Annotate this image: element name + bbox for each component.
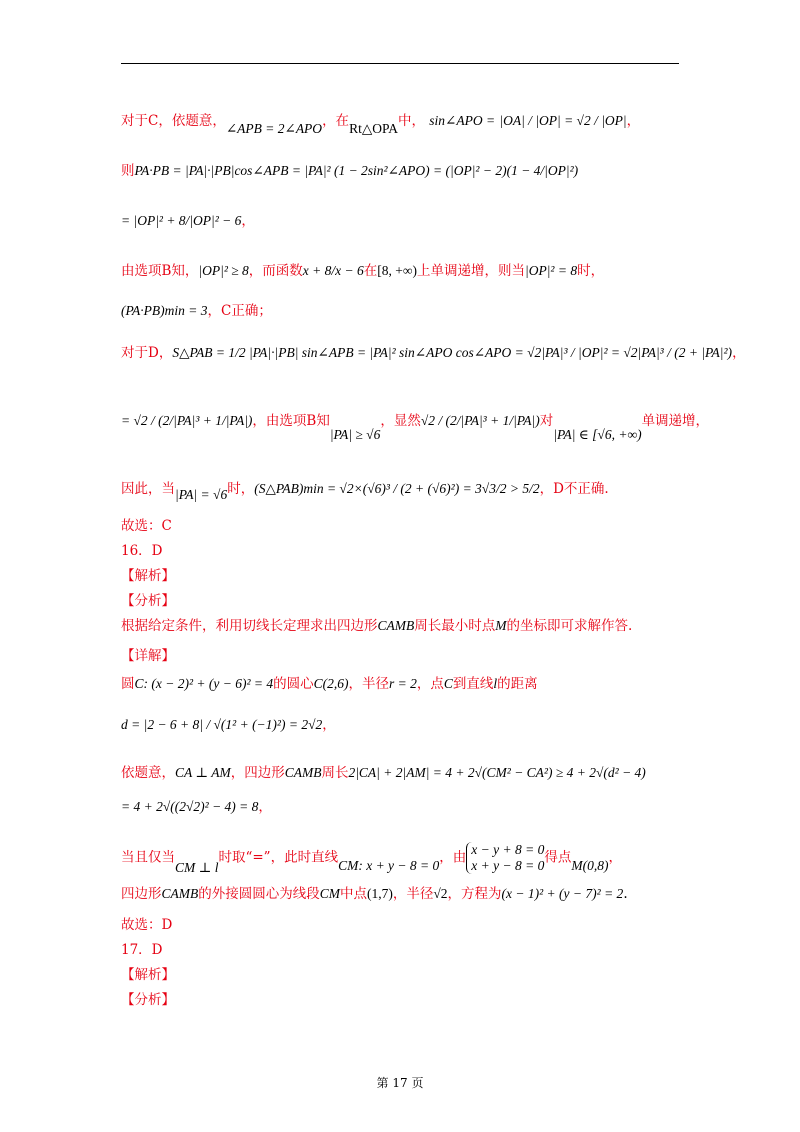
question-16-answer: 16．D (121, 543, 163, 559)
formula: M(0,8) (571, 857, 609, 873)
text: ，半径 (392, 886, 434, 902)
formula: |PA| = √6 (175, 487, 228, 502)
line-c-conclusion (121, 302, 272, 320)
text: 单调递增， (641, 413, 710, 429)
formula: |OP|² ≥ 8 (198, 263, 249, 278)
formula: √2 / (2/|PA|³ + 1/|PA|) (420, 413, 540, 428)
text: 则 (121, 163, 135, 179)
formula: |OP|² = 8 (525, 263, 578, 278)
formula: 2|CA| + 2|AM| = 4 + 2√(CM² − CA²) ≥ 4 + 2√(d² − 4) (348, 765, 646, 780)
formula: = |OP|² + 8/|OP|² − 6 (121, 213, 242, 228)
formula: Rt△OPA (349, 121, 398, 136)
text: 时， (227, 481, 255, 497)
formula: (1,7) (367, 886, 393, 901)
equation-system (466, 842, 544, 874)
line-analysis-16 (121, 617, 632, 635)
text: 四边形 (121, 886, 162, 902)
text: ，半径 (348, 676, 390, 692)
section-jiexi: 【解析】 (121, 568, 175, 584)
formula: |OA| / |OP| = √2 / |OP| (499, 113, 627, 128)
text: 中， (397, 113, 425, 129)
text: ， (241, 213, 255, 229)
text: ，由 (439, 849, 467, 866)
text: 的距离 (497, 676, 538, 692)
formula: ∠APB = 2∠APO (225, 121, 323, 136)
formula: CM (319, 886, 340, 901)
formula: |PA| ∈ [√6, +∞) (553, 427, 642, 442)
header-rule (121, 63, 679, 64)
text: 的圆心 (273, 676, 314, 692)
formula: CAMB (284, 765, 322, 780)
text: 周长最小时点 (414, 618, 496, 634)
formula: CM: x + y − 8 = 0 (338, 857, 440, 873)
text: . (623, 886, 628, 902)
page-footer: 第 17 页 (376, 1076, 424, 1090)
text: 的外接圆圆心为线段 (198, 886, 320, 902)
formula: |PA| ≥ √6 (329, 427, 381, 442)
line-dot-product (121, 162, 578, 180)
text: 的坐标即可求解作答. (506, 618, 633, 634)
formula: d = |2 − 6 + 8| / √(1² + (−1)²) = 2√2 (121, 717, 323, 732)
text: ， (626, 113, 641, 129)
text: ，而函数 (248, 263, 303, 279)
text: ，C正确； (207, 303, 272, 319)
line-c-intro (121, 112, 641, 136)
text: ，D不正确. (539, 481, 609, 497)
formula: (PA·PB)min = 3 (121, 303, 208, 318)
answer-16: 故选：D (121, 917, 173, 933)
text: 得点 (544, 849, 572, 866)
formula: (x − 1)² + (y − 7)² = 2 (501, 886, 624, 901)
text: ，方程为 (447, 886, 502, 902)
formula: [8, +∞) (377, 263, 417, 278)
formula: PA·PB = |PA|·|PB|cos∠APB = |PA|² (1 − 2sin²∠APO) = (|OP|² − 2)(1 − 4/|OP|²) (134, 163, 579, 178)
formula: C: (x − 2)² + (y − 6)² = 4 (134, 676, 274, 691)
text: ，点 (416, 676, 444, 692)
text: 根据给定条件，利用切线长定理求出四边形 (121, 618, 378, 634)
formula: (S△PAB)min = √2×(√6)³ / (2 + (√6)²) = 3√3/2 > 5/2 (254, 481, 540, 496)
question-17-answer: 17．D (121, 942, 163, 958)
line-equality (121, 842, 622, 874)
answer-15: 故选：C (121, 518, 172, 534)
text: 对 (539, 413, 554, 429)
formula: CA ⊥ AM (175, 765, 231, 780)
text: 对于D， (121, 345, 173, 361)
formula: = 4 + 2√((2√2)² − 4) = 8 (121, 799, 259, 814)
formula: C (443, 676, 453, 691)
formula: S△PAB = 1/2 |PA|·|PB| sin∠APB = |PA|² sin∠APO cos∠APO = √2|PA|³ / |OP|² = √2|PA|³ / (2 + |PA|²) (172, 345, 733, 360)
text: ，四边形 (230, 765, 285, 781)
formula: x + 8/x − 6 (302, 263, 364, 278)
line-dot-product-2 (121, 212, 255, 230)
section-jiexi-17: 【解析】 (121, 967, 175, 983)
line-perimeter-2 (121, 798, 272, 816)
formula: M (495, 618, 507, 633)
text: 圆 (121, 676, 135, 692)
line-monotonic (121, 262, 604, 280)
formula: √2 (433, 886, 448, 901)
text: ，在 (322, 113, 350, 129)
line-d-monotonic (121, 412, 710, 442)
line-circumcircle (121, 885, 628, 903)
text: 时， (577, 263, 605, 279)
formula: sin∠APO = (429, 113, 496, 128)
formula: r = 2 (389, 676, 417, 691)
equation-2: x + y − 8 = 0 (471, 858, 545, 873)
text: 中点 (340, 886, 367, 902)
text: 周长 (321, 765, 349, 781)
section-fenxi-17: 【分析】 (121, 992, 175, 1008)
formula: C(2,6) (313, 676, 349, 691)
text: ，显然 (380, 413, 421, 429)
equation-1: x − y + 8 = 0 (471, 842, 545, 857)
text: 对于C，依题意， (121, 113, 226, 129)
text: ， (322, 717, 336, 733)
text: 当且仅当 (121, 849, 175, 866)
text: 在 (363, 263, 378, 279)
line-d-conclusion (121, 480, 609, 502)
formula: l (493, 676, 498, 691)
formula: CAMB (377, 618, 415, 633)
line-d-intro (121, 344, 746, 362)
line-perimeter (121, 764, 646, 782)
line-distance (121, 716, 336, 734)
formula: = √2 / (2/|PA|³ + 1/|PA|) (121, 413, 253, 428)
text: 因此，当 (121, 481, 175, 497)
text: ， (258, 799, 272, 815)
text: ，由选项B知 (252, 413, 330, 429)
text: 上单调递增，则当 (417, 263, 525, 279)
text: ， (608, 849, 622, 866)
text: ， (732, 345, 746, 361)
formula: CAMB (161, 886, 199, 901)
text: 由选项B知， (121, 263, 199, 279)
section-xiangjie: 【详解】 (121, 648, 175, 664)
text: 依题意， (121, 765, 175, 781)
text: 时取“=”，此时直线 (218, 849, 339, 866)
formula: CM ⊥ l (175, 859, 219, 875)
section-fenxi: 【分析】 (121, 593, 175, 609)
line-circle (121, 675, 538, 693)
text: 到直线 (452, 676, 494, 692)
